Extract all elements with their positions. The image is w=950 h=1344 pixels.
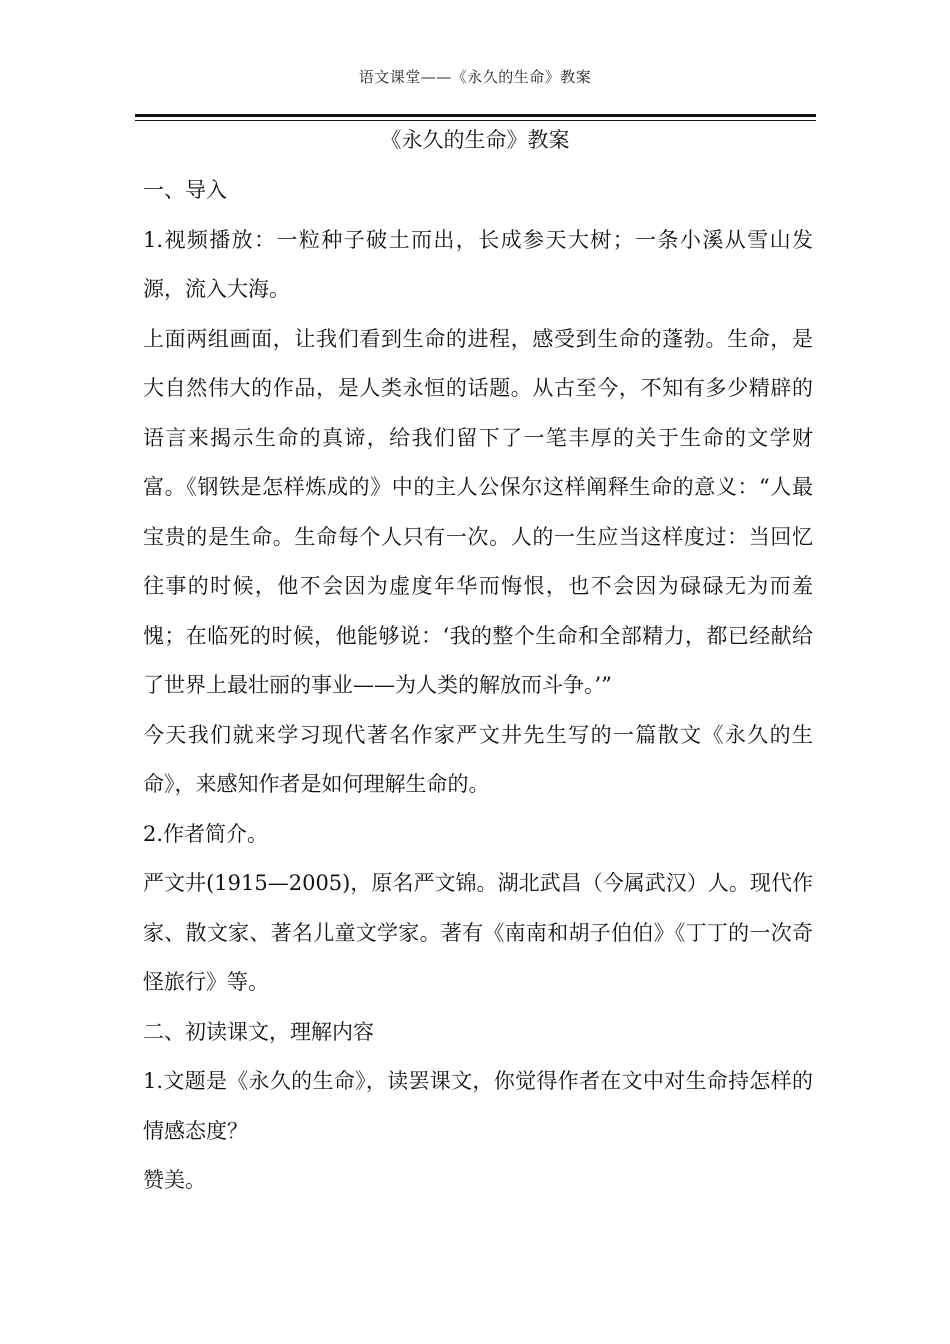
paragraph-video: 1.视频播放：一粒种子破土而出，长成参天大树；一条小溪从雪山发源，流入大海。 (143, 227, 813, 301)
running-header: 语文课堂——《永久的生命》教案 (358, 68, 592, 86)
header-rule-thin (135, 120, 816, 121)
section-heading-intro: 一、导入 (143, 178, 227, 202)
paragraph-life-intro: 上面两组画面，让我们看到生命的进程，感受到生命的蓬勃。生命，是大自然伟大的作品，是人类永恒的话题。从古至今，不知有多少精辟的语言来揭示生命的真谛，给我们留下了一笔丰厚的关于生命的文学财富。《钢铁是怎样炼成的》中的主人公保尔这样阐释生命的意义：“人最宝贵的是生命。生命每个人只有一次。人的一生应当这样度过：当回忆往事的时候，他不会因为虚度年华而悔恨，也不会因为碌碌无为而羞愧；在临死的时候，他能够说：‘我的整个生命和全部精力，都已经献给了世界上最壮丽的事业——为人类的解放而斗争。’” (143, 326, 813, 697)
paragraph-question: 1.文题是《永久的生命》，读罢课文，你觉得作者在文中对生命持怎样的情感态度？ (143, 1069, 813, 1143)
header-rule-thick (135, 114, 816, 117)
document-body (143, 166, 813, 1206)
paragraph-author-bio: 严文井(1915—2005)，原名严文锦。湖北武昌（今属武汉）人。现代作家、散文家、著名儿童文学家。著有《南南和胡子伯伯》《丁丁的一次奇怪旅行》等。 (143, 871, 813, 994)
subheading-author: 2.作者简介。 (143, 821, 269, 846)
paragraph-answer: 赞美。 (143, 1168, 206, 1192)
paragraph-today: 今天我们就来学习现代著名作家严文井先生写的一篇散文《永久的生命》，来感知作者是如何理解生命的。 (143, 722, 813, 796)
section-heading-reading: 二、初读课文，理解内容 (143, 1019, 374, 1044)
document-title: 《永久的生命》教案 (380, 128, 570, 152)
